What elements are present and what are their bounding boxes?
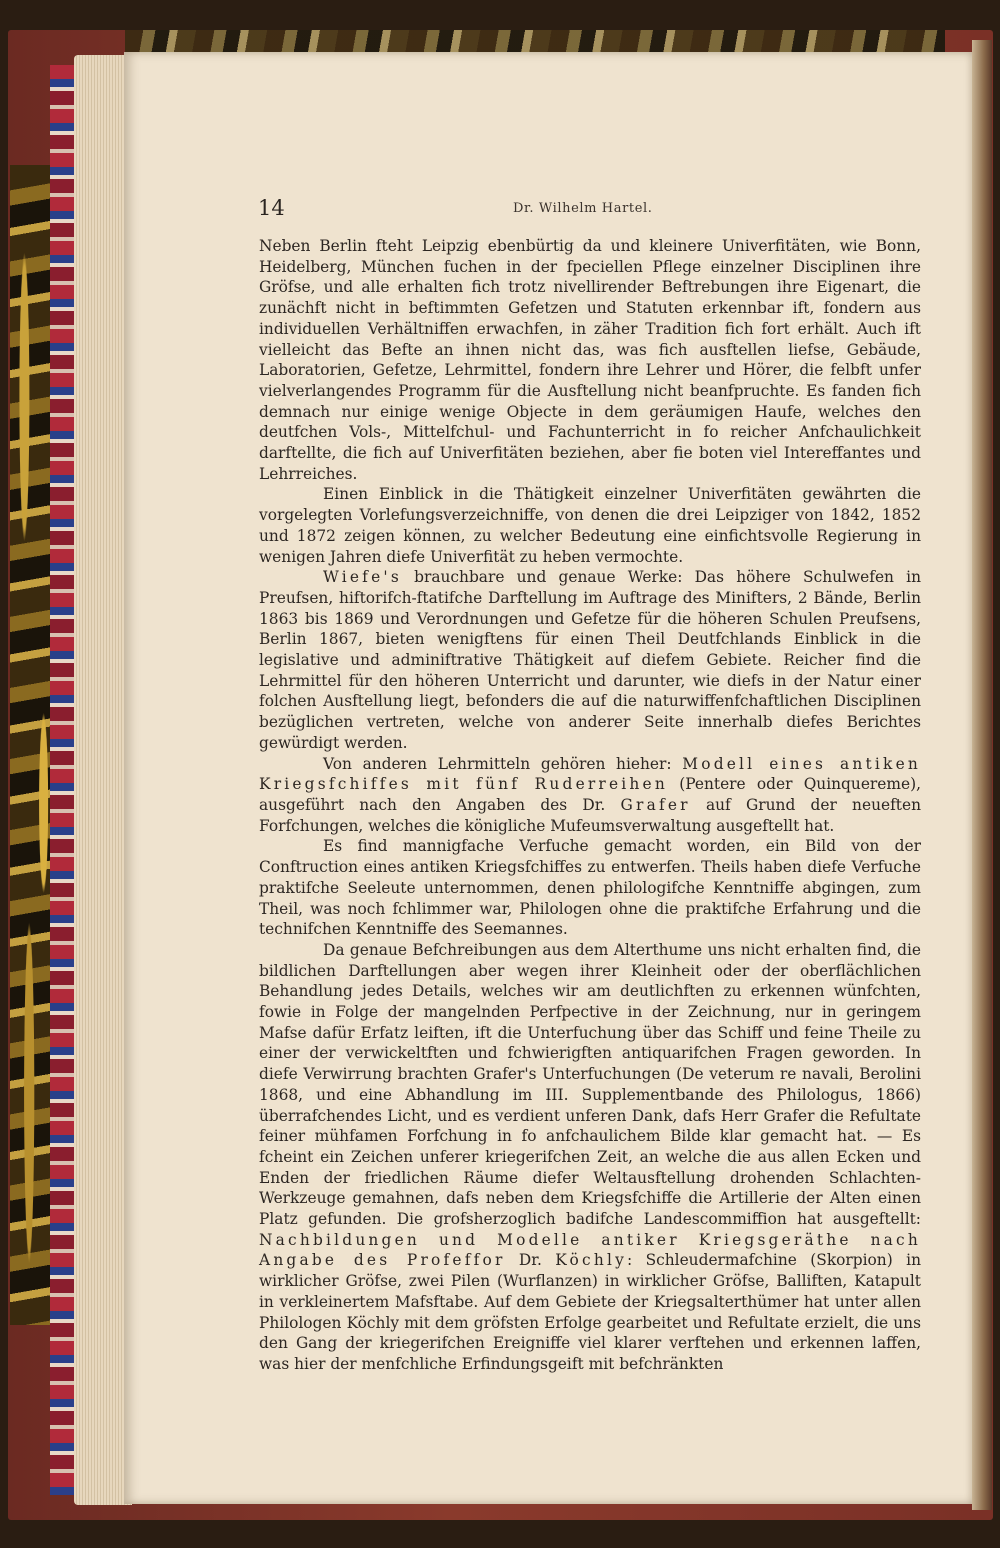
paragraph-text: Es find mannigfache Verfuche gemacht worden, ein Bild von der Conftruction eines antiken Kriegsfchiffes zu entwerfen. Theils haben diefe Verfuche praktifche Seeleute unternommen, denen philologifche Kenntniffe abgingen, zum Theil, was noch fchlimmer war, Philologen ohne die praktifche Erfahrung und die technifchen Kenntniffe des Seemannes. [259, 837, 921, 939]
paragraph [259, 836, 921, 940]
paragraph-text: Einen Einblick in die Thätigkeit einzelner Univerfitäten gewährten die vorgelegten Vorlefungsverzeichniffe, von denen die drei Leipziger von 1842, 1852 und 1872 zeigen können, zu welcher Bedeutung eine einfichtsvolle Regierung in wenigen Jahren diefe Univerfität zu heben vermochte. [259, 485, 921, 566]
paragraph-text: brauchbare und genaue Werke: Das höhere Schulwefen in Preufsen, hiftorifch-ftatifche Darftellung im Auftrage des Minifters, 2 Bände, Berlin 1863 bis 1869 und Verordnungen und Gefetze für die höheren Schulen Preufsens, Berlin 1867, bieten wenigftens für einen Theil Deutfchlands Einblick in die legislative und adminiftrative Thätigkeit auf diefem Gebiete. Reicher find die Lehrmittel für den höheren Unterricht und darunter, wie diefs in der Natur einer folchen Ausftellung liegt, befonders die auf die naturwiffenfchaftlichen Disciplinen bezüglichen vertreten, welche von anderer Seite innerhalb diefes Berichtes gewürdigt werden. [259, 568, 921, 752]
paragraph-text: Von anderen Lehrmitteln gehören hieher: [323, 754, 683, 773]
spaced-emphasis: Grafer [620, 795, 691, 814]
marbled-spine-strip [50, 65, 76, 1495]
paragraph [259, 484, 921, 567]
spaced-emphasis: Modell eines antiken Kriegsfchiffes mit fünf Ruderreihen [259, 754, 921, 794]
paragraph-text: Dr. [505, 1251, 556, 1270]
page-number: 14 [258, 196, 285, 220]
paragraph-text: Neben Berlin fteht Leipzig ebenbürtig da und kleinere Univerfitäten, wie Bonn, Heidelberg, München fuchen in der fpeciellen Pflege einzelner Disciplinen ihre Gröfse, und alle erhalten fich trotz nivellirender Beftrebungen ihre Eigenart, die zunächft nicht in beftimmten Gefetzen und Statuten erkennbar ift, fondern aus individuellen Verhältniffen erwachfen, in zäher Tradition fich fort erhält. Auch ift vielleicht das Befte an ihnen nicht das, was fich ausftellen liefse, Gebäude, Laboratorien, Gefetze, Lehrmittel, fondern ihre Lehrer und Hörer, die felbft unfer vielverlangendes Programm für die Ausftellung nicht beanfpruchte. Es fanden fich demnach nur einige wenige Objecte in dem geräumigen Haufe, welches den deutfchen Vols-, Mittelfchul- und Fachunterricht in fo reicher Anfchaulichkeit darftellte, die fich auf Univerfitäten beziehen, aber fie boten viel Intereffantes und Lehrreiches. [259, 237, 921, 483]
running-head: Dr. Wilhelm Hartel. [513, 201, 653, 216]
paragraph-text: (Pentere oder Quinquereme), ausgeführt nach den Angaben des Dr. [259, 775, 921, 814]
marbled-edge-top [125, 30, 945, 52]
spaced-emphasis: Köchly [555, 1251, 627, 1270]
page-header [258, 196, 918, 226]
paragraph-text: auf Grund der neueften Forfchungen, welches die königliche Mufeumsverwaltung ausgeftellt hat. [259, 795, 921, 835]
book-right-edge [972, 40, 992, 1510]
paragraph-text: : Schleudermafchine (Skorpion) in wirklicher Gröfse, zwei Pilen (Wurflanzen) in wirklicher Gröfse, Balliften, Katapult in verkleinertem Mafsftabe. Auf dem Gebiete der Kriegsalterthümer hat unter allen Philologen Köchly mit dem gröfsten Erfolge gearbeitet und Refultate erzielt, die uns den Gang der kriegerifchen Ereigniffe viel klarer verftehen und erkennen laffen, was hier der menfchliche Erfindungsgeift mit befchränkten [259, 1251, 921, 1373]
paragraph [259, 940, 921, 1375]
paragraph [259, 567, 921, 753]
paragraph-text: Da genaue Befchreibungen aus dem Alterthume uns nicht erhalten find, die bildlichen Darftellungen aber wegen ihrer Kleinheit oder der oberflächlichen Behandlung jedes Details, welches wir am deutlichften zu erkennen wünfchten, fowie in Folge der mangelnden Perfpective in der Zeichnung, nur in geringem Mafse dafür Erfatz leiften, ift die Unterfuchung über das Schiff und feine Theile zu einer der verwickeltften und fchwierigften antiquarifchen Fragen geworden. In diefe Verwirrung brachten Grafer's Unterfuchungen (De veterum re navali, Berolini 1868, und eine Abhandlung im III. Supplementbande des Philologus, 1866) überrafchendes Licht, und es verdient unferen Dank, dafs Herr Grafer die Refultate feiner mühfamen Forfchung in fo anfchaulichem Bilde klar gemacht hat. — Es fcheint ein Zeichen unferer kriegerifchen Zeit, an welche die aus allen Ecken und Enden der friedlichen Räume diefer Weltausftellung drohenden Schlachten-Werkzeuge gemahnen, dafs neben dem Kriegsfchiffe die Artillerie der Alten einen Platz gefunden. Die grofsherzoglich badifche Landescommiffion hat ausgeftellt: [259, 940, 921, 1229]
spaced-emphasis: Wiefe's [323, 568, 402, 587]
spaced-emphasis: Nachbildungen und Modelle antiker Kriegsgeräthe nach Angabe des Profeffor [259, 1230, 921, 1270]
body-text [259, 236, 921, 1375]
paragraph [259, 754, 921, 837]
paragraph [259, 236, 921, 484]
